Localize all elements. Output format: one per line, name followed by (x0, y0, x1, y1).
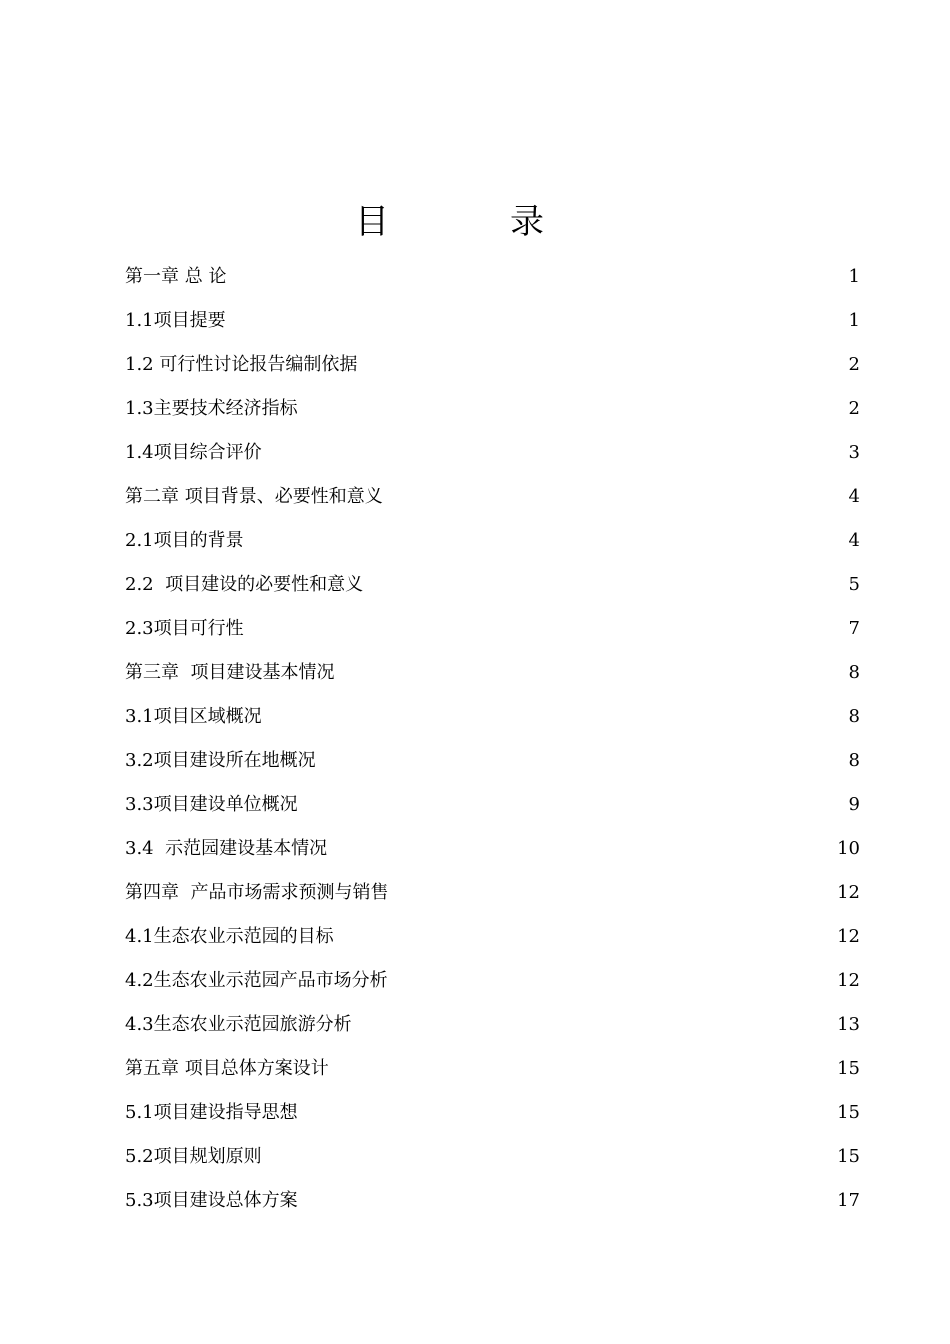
toc-entry-page: 2 (848, 354, 860, 375)
toc-entry-page: 3 (848, 442, 860, 463)
toc-entry-label: 2.3项目可行性 (125, 618, 244, 639)
toc-entry-page: 13 (837, 1014, 860, 1035)
toc-entry-page: 15 (837, 1146, 860, 1167)
toc-entry[interactable] (125, 695, 860, 739)
toc-entry-label: 1.4项目综合评价 (125, 442, 262, 463)
toc-entry-label: 第二章 项目背景、必要性和意义 (125, 486, 383, 507)
toc-entry-page: 15 (837, 1102, 860, 1123)
toc-entry-page: 10 (837, 838, 860, 859)
toc-entry[interactable] (125, 1047, 860, 1091)
toc-entry[interactable] (125, 563, 860, 607)
toc-entry-label: 3.2项目建设所在地概况 (125, 750, 316, 771)
toc-title-char-2: 录 (510, 202, 544, 242)
toc-entry-label: 第一章 总 论 (125, 266, 227, 287)
toc-entry-label: 4.1生态农业示范园的目标 (125, 926, 334, 947)
toc-entry[interactable] (125, 343, 860, 387)
toc-title (0, 198, 950, 246)
toc-entry-page: 15 (837, 1058, 860, 1079)
toc-entry-label: 2.1项目的背景 (125, 530, 244, 551)
toc-entry[interactable] (125, 1135, 860, 1179)
toc-entry-page: 12 (837, 882, 860, 903)
toc-entry[interactable] (125, 431, 860, 475)
toc-entry[interactable] (125, 651, 860, 695)
toc-entry-page: 1 (848, 266, 860, 287)
toc-entry-label: 3.1项目区域概况 (125, 706, 262, 727)
toc-entry-page: 17 (837, 1190, 860, 1211)
toc-entry-label: 1.2 可行性讨论报告编制依据 (125, 354, 358, 375)
toc-entry[interactable] (125, 915, 860, 959)
toc-entry[interactable] (125, 255, 860, 299)
toc-entry[interactable] (125, 871, 860, 915)
toc-entry-page: 12 (837, 926, 860, 947)
toc-entry-page: 8 (848, 662, 860, 683)
toc-entry-label: 3.4 示范园建设基本情况 (125, 838, 328, 859)
toc-entry[interactable] (125, 783, 860, 827)
toc-entry[interactable] (125, 299, 860, 343)
toc-entry-page: 7 (848, 618, 860, 639)
toc-entry-label: 1.3主要技术经济指标 (125, 398, 298, 419)
toc-entry[interactable] (125, 387, 860, 431)
toc-entry-label: 5.1项目建设指导思想 (125, 1102, 298, 1123)
toc-entry-label: 4.2生态农业示范园产品市场分析 (125, 970, 388, 991)
toc-entry[interactable] (125, 739, 860, 783)
toc-entry-page: 9 (848, 794, 860, 815)
toc-entry-page: 8 (848, 706, 860, 727)
toc-entry-page: 5 (848, 574, 860, 595)
toc-entry[interactable] (125, 607, 860, 651)
toc-entry-page: 4 (848, 486, 860, 507)
toc-entry-page: 12 (837, 970, 860, 991)
toc-entry[interactable] (125, 475, 860, 519)
toc-entry[interactable] (125, 1003, 860, 1047)
toc-entry-page: 1 (848, 310, 860, 331)
toc-entry[interactable] (125, 959, 860, 1003)
toc-entry[interactable] (125, 1179, 860, 1223)
toc-entry-page: 8 (848, 750, 860, 771)
toc-entry-page: 4 (848, 530, 860, 551)
toc-entry-label: 第五章 项目总体方案设计 (125, 1058, 329, 1079)
toc-title-char-1: 目 (355, 202, 389, 242)
toc-entry-label: 1.1项目提要 (125, 310, 226, 331)
toc-entry-label: 5.3项目建设总体方案 (125, 1190, 298, 1211)
toc-entry[interactable] (125, 827, 860, 871)
toc-entry[interactable] (125, 1091, 860, 1135)
toc-entry-label: 5.2项目规划原则 (125, 1146, 262, 1167)
toc-list (125, 255, 860, 1223)
toc-entry-label: 2.2 项目建设的必要性和意义 (125, 574, 364, 595)
toc-entry-label: 第三章 项目建设基本情况 (125, 662, 335, 683)
toc-entry-label: 第四章 产品市场需求预测与销售 (125, 882, 389, 903)
toc-entry[interactable] (125, 519, 860, 563)
toc-entry-label: 3.3项目建设单位概况 (125, 794, 298, 815)
toc-entry-label: 4.3生态农业示范园旅游分析 (125, 1014, 352, 1035)
toc-entry-page: 2 (848, 398, 860, 419)
